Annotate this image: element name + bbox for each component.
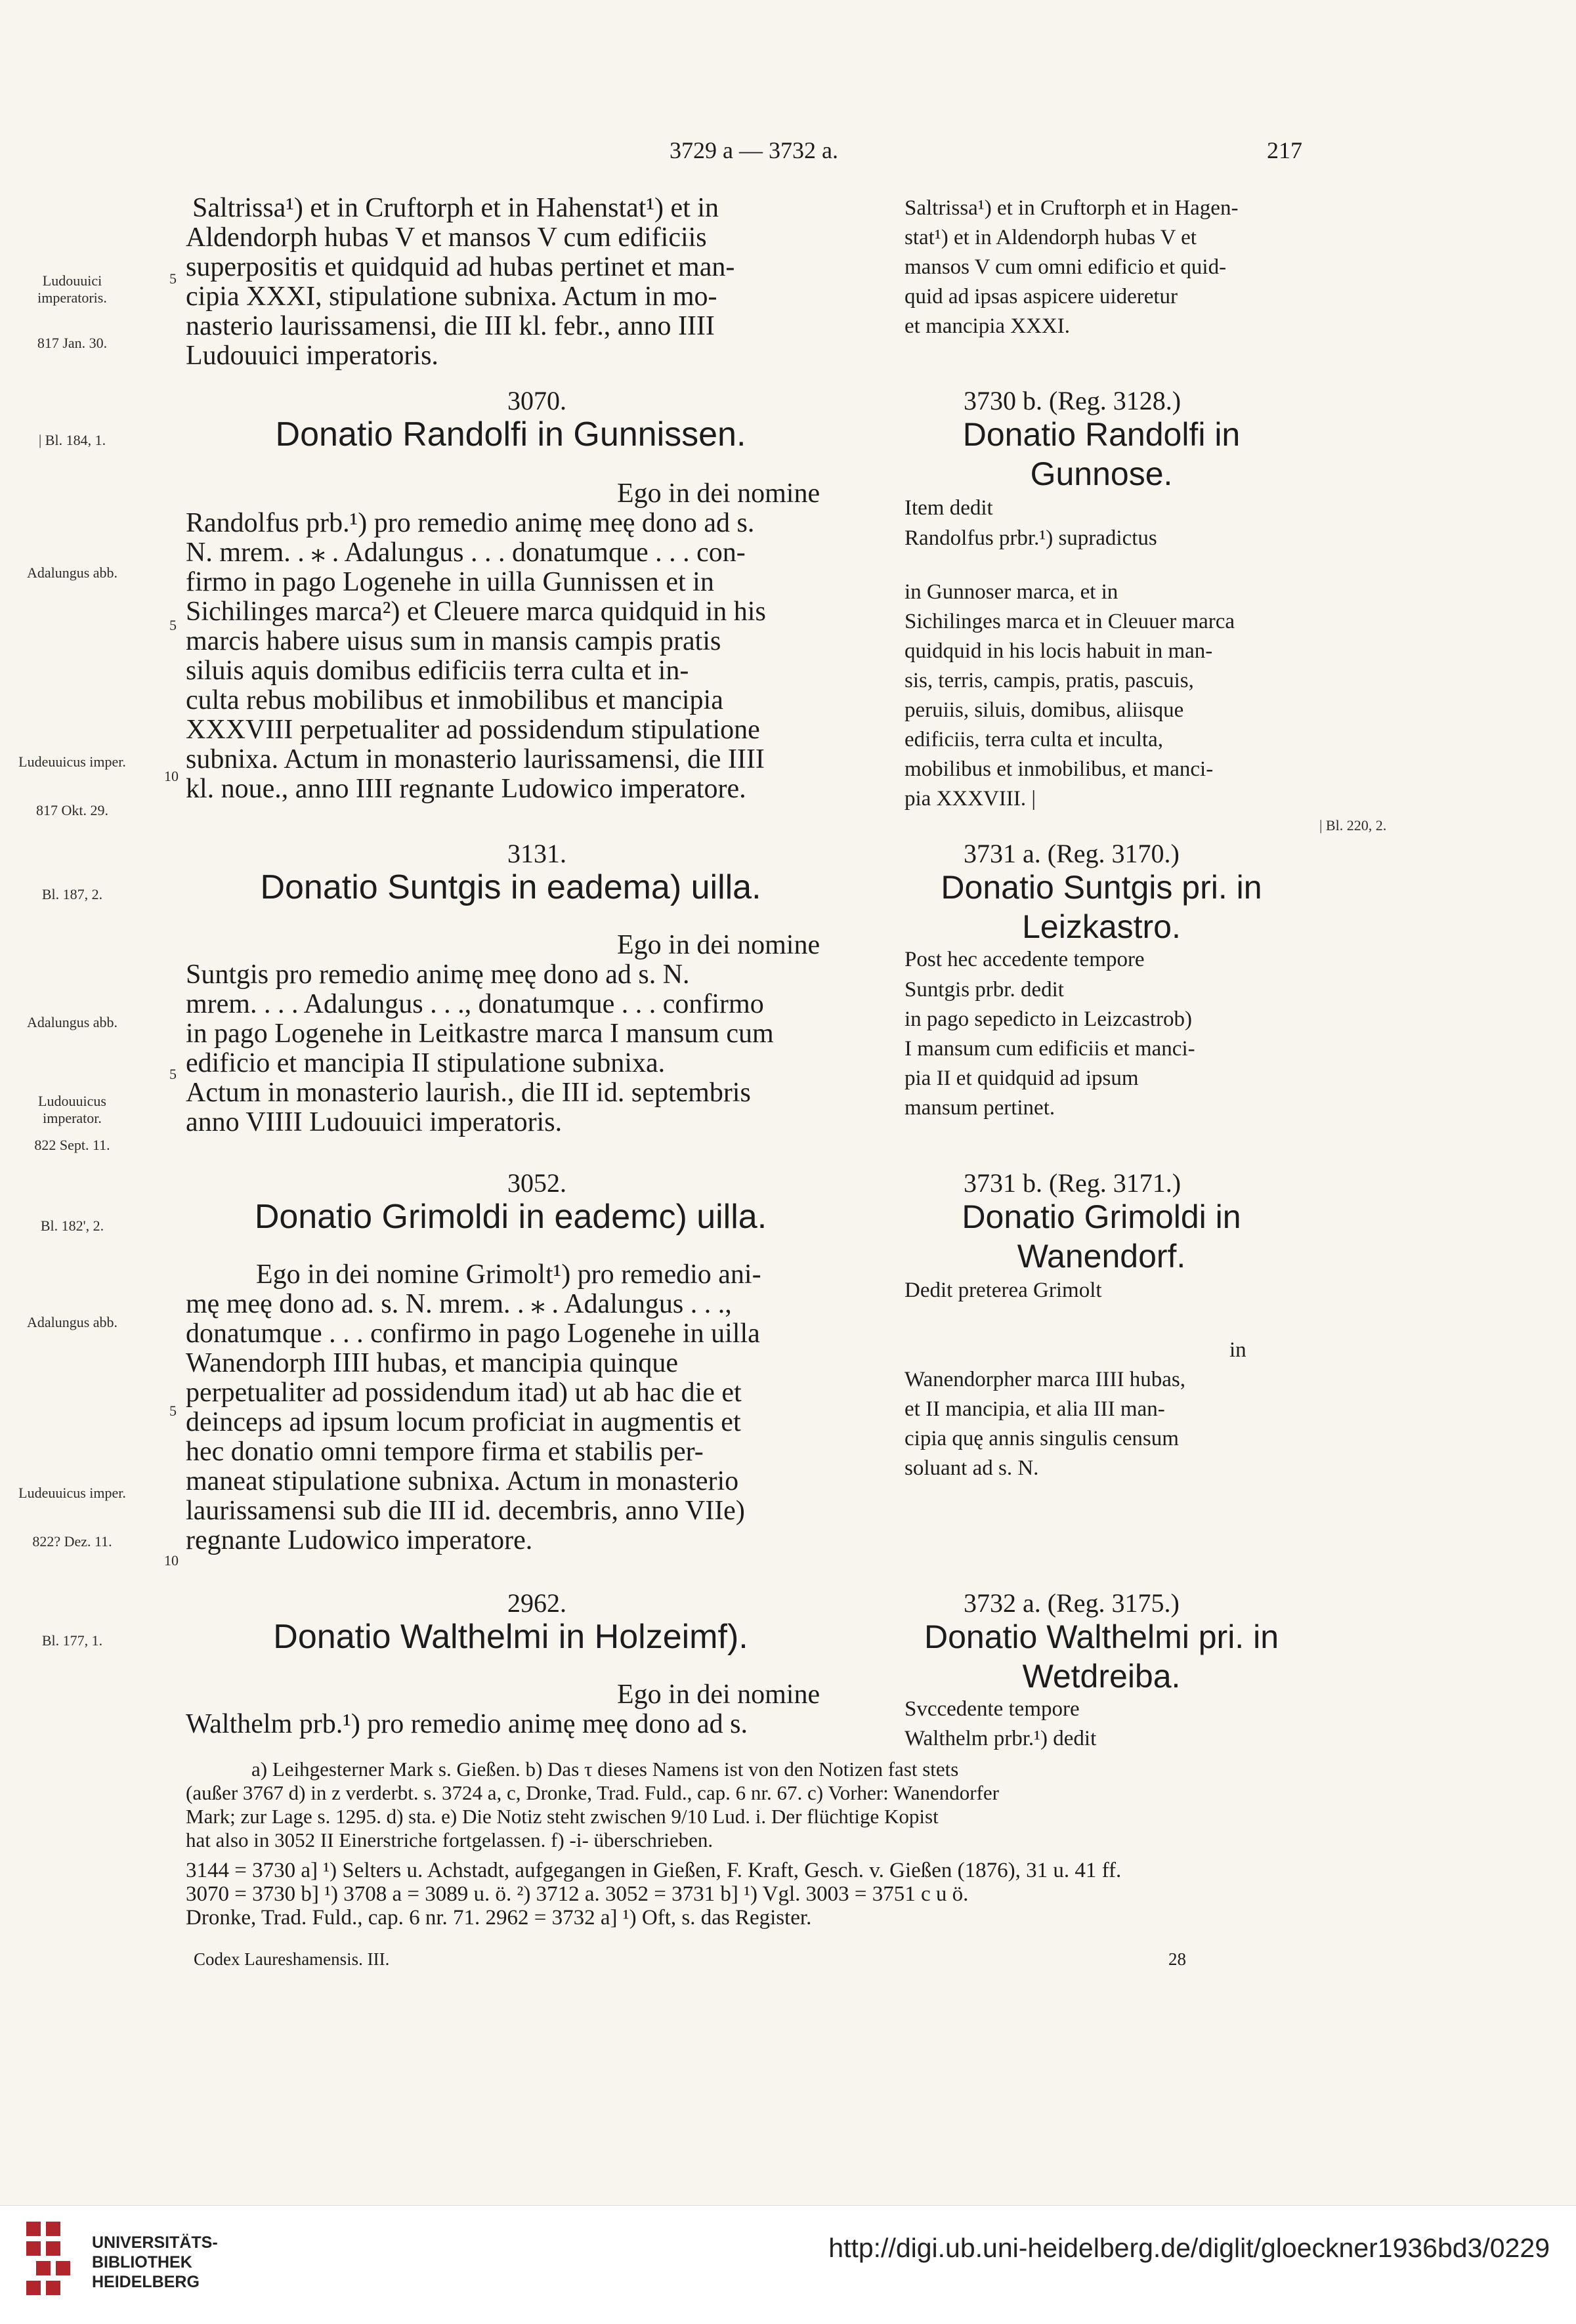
footnote-line: a) Leihgesterner Mark s. Gießen. b) Das τ dieses Namens ist von den Notizen fast stets <box>251 1758 959 1781</box>
charter-opening: Ego in dei nomine Grimolt¹) pro remedio ani- <box>256 1259 761 1290</box>
charter-opening: Ego in dei nomine <box>617 930 820 960</box>
note-line: 3144 = 3730 a] ¹) Selters u. Achstadt, aufgegangen in Gießen, F. Kraft, Gesch. v. Gießen (1876), 31 u. 41 ff. <box>186 1859 1122 1882</box>
charter-title: Donatio Walthelmi pri. in Wetdreiba. <box>924 1618 1279 1695</box>
margin-note: Adalungus abb. <box>26 564 118 581</box>
text-line: subnixa. Actum in monasterio laurissamensi, die IIII <box>186 744 765 774</box>
text-line: Wanendorpher marca IIII hubas, <box>905 1368 1185 1391</box>
charter-opening: Ego in dei nomine <box>617 478 820 509</box>
text-line: hec donatio omni tempore firma et stabilis per- <box>186 1437 704 1467</box>
text-line: stat¹) et in Aldendorph hubas V et <box>905 226 1197 249</box>
text-line: firmo in pago Logenehe in uilla Gunnissen et in <box>186 567 714 597</box>
margin-note: 822? Dez. 11. <box>32 1533 112 1550</box>
text-line: laurissamensi sub die III id. decembris, anno VIIe) <box>186 1496 745 1526</box>
text-line: quid ad ipsas aspicere uideretur <box>905 285 1178 308</box>
text-line: mansum pertinet. <box>905 1096 1055 1120</box>
text-line: Item dedit <box>905 496 993 520</box>
text-line: in <box>1229 1338 1246 1362</box>
text-line: Saltrissa¹) et in Cruftorph et in Hahenstat¹) et in <box>192 193 719 223</box>
text-line: mansos V cum omni edificio et quid- <box>905 255 1227 279</box>
text-line: superpositis et quidquid ad hubas pertinet et man- <box>186 252 735 282</box>
text-line: Actum in monasterio laurish., die III id. septembris <box>186 1078 751 1108</box>
text-line: Ludouuici imperatoris. <box>186 341 438 371</box>
text-line: perpetualiter ad possidendum itad) ut ab hac die et <box>186 1378 742 1408</box>
charter-title: Donatio Randolfi in Gunnose. <box>962 416 1241 492</box>
library-footer <box>0 2205 1576 2324</box>
margin-note: Bl. 177, 1. <box>41 1632 103 1649</box>
text-line: Post hec accedente tempore <box>905 948 1145 971</box>
line-number: 10 <box>164 1552 179 1569</box>
footnote-line: hat also in 3052 II Einerstriche fortgelassen. f) -i- überschrieben. <box>186 1828 713 1851</box>
line-number: 5 <box>169 617 177 633</box>
text-line: sis, terris, campis, pratis, pascuis, <box>905 669 1194 692</box>
signature-right: 28 <box>1168 1949 1186 1969</box>
charter-number: 3731 a. (Reg. 3170.) <box>964 839 1180 868</box>
margin-note: Bl. 187, 2. <box>41 886 103 902</box>
footnotes <box>186 1758 999 1852</box>
line-number: 10 <box>164 768 179 784</box>
text-line: deinceps ad ipsum locum proficiat in augmentis et <box>186 1407 741 1437</box>
note-line: 3070 = 3730 b] ¹) 3708 a = 3089 u. ö. ²) 3712 a. 3052 = 3731 b] ¹) Vgl. 3003 = 3751 c u ö. <box>186 1882 969 1906</box>
source-url-link[interactable]: http://digi.ub.uni-heidelberg.de/diglit/gloeckner1936bd3/0229 <box>828 2233 1550 2263</box>
text-line: quidquid in his locis habuit in man- <box>905 639 1213 663</box>
text-line: mobilibus et inmobilibus, et manci- <box>905 757 1214 781</box>
charter-number: 3070. <box>507 386 566 415</box>
text-line: et mancipia XXXI. <box>905 314 1070 338</box>
text-line: Walthelm prb.¹) pro remedio animę meę dono ad s. <box>186 1709 748 1739</box>
text-line: nasterio laurissamensi, die III kl. febr., anno IIII <box>186 311 715 341</box>
line-number: 5 <box>169 270 177 287</box>
text-line: Sichilinges marca et in Cleuuer marca <box>905 610 1235 633</box>
text-line: peruiis, siluis, domibus, aliisque <box>905 698 1184 722</box>
text-line: regnante Ludowico imperatore. <box>186 1525 533 1555</box>
charter-title: Donatio Walthelmi in Holzeimf). <box>273 1618 748 1656</box>
text-line: soluant ad s. N. <box>905 1456 1039 1480</box>
text-line: in pago Logenehe in Leitkastre marca I mansum cum <box>186 1019 774 1049</box>
text-line: et II mancipia, et alia III man- <box>905 1397 1165 1421</box>
text-line: kl. noue., anno IIII regnante Ludowico imperatore. <box>186 774 746 804</box>
text-line: culta rebus mobilibus et inmobilibus et mancipia <box>186 685 723 715</box>
text-line: pia XXXVIII. | <box>905 787 1036 811</box>
charter-number: 2962. <box>507 1588 566 1618</box>
running-header: 3729 a — 3732 a. <box>670 137 838 163</box>
text-line: Suntgis pro remedio animę meę dono ad s. N. <box>186 960 690 990</box>
charter-opening: Ego in dei nomine <box>617 1680 820 1710</box>
text-line: edificio et mancipia II stipulatione subnixa. <box>186 1048 666 1078</box>
library-logo-icon <box>26 2222 79 2307</box>
margin-note: Ludeuuicus imper. <box>18 1485 126 1501</box>
text-line: in Gunnoser marca, et in <box>905 580 1118 604</box>
charter-number: 3052. <box>507 1168 566 1198</box>
text-line: Walthelm prbr.¹) dedit <box>905 1727 1097 1750</box>
charter-title: Donatio Suntgis in eadema) uilla. <box>260 868 761 906</box>
charter-number: 3131. <box>507 839 566 868</box>
text-line: Svccedente tempore <box>905 1697 1080 1721</box>
margin-note: Ludouuicus imperator. <box>38 1093 106 1126</box>
text-line: cipia quę annis singulis censum <box>905 1427 1179 1450</box>
text-line: Sichilinges marca²) et Cleuere marca quidquid in his <box>186 597 766 627</box>
footnote-line: (außer 3767 d) in z verderbt. s. 3724 a, c, Dronke, Trad. Fuld., cap. 6 nr. 67. c) Vorher: Wanendorfer <box>186 1781 999 1804</box>
note-line: Dronke, Trad. Fuld., cap. 6 nr. 71. 2962 = 3732 a] ¹) Oft, s. das Register. <box>186 1906 812 1930</box>
text-line: Saltrissa¹) et in Cruftorph et in Hagen- <box>905 196 1239 220</box>
margin-note: | Bl. 184, 1. <box>38 432 106 448</box>
text-line: mrem. . . . Adalungus . . ., donatumque . . . confirmo <box>186 989 764 1019</box>
text-line: Dedit preterea Grimolt <box>905 1278 1102 1302</box>
library-name: UNIVERSITÄTS- BIBLIOTHEK HEIDELBERG <box>92 2233 218 2291</box>
text-line: donatumque . . . confirmo in pago Logenehe in uilla <box>186 1319 760 1349</box>
text-line: siluis aquis domibus edificiis terra culta et in- <box>186 656 689 686</box>
text-line: Wanendorph IIII hubas, et mancipia quinque <box>186 1348 679 1378</box>
footnote-line: Mark; zur Lage s. 1295. d) sta. e) Die Notiz steht zwischen 9/10 Lud. i. Der flüchtige Kopist <box>186 1805 939 1828</box>
text-line: Aldendorph hubas V et mansos V cum edificiis <box>186 222 707 253</box>
text-line: cipia XXXI, stipulatione subnixa. Actum in mo- <box>186 282 717 312</box>
margin-note: Ludeuuicus imper. <box>18 753 126 770</box>
text-line: pia II et quidquid ad ipsum <box>905 1067 1139 1090</box>
source-notes <box>186 1859 1121 1930</box>
text-line: Randolfus prbr.¹) supradictus <box>905 526 1157 550</box>
text-line: marcis habere uisus sum in mansis campis pratis <box>186 626 721 656</box>
charter-number: 3731 b. (Reg. 3171.) <box>964 1168 1182 1198</box>
text-line: edificiis, terra culta et inculta, <box>905 728 1163 751</box>
margin-note: Adalungus abb. <box>26 1314 118 1330</box>
margin-note: Ludouuici imperatoris. <box>37 272 107 306</box>
page-number: 217 <box>1267 137 1302 163</box>
margin-note: 817 Jan. 30. <box>37 335 108 351</box>
charter-title: Donatio Randolfi in Gunnissen. <box>275 415 746 454</box>
margin-note: 822 Sept. 11. <box>34 1137 110 1153</box>
margin-note: Bl. 182', 2. <box>40 1217 104 1234</box>
charter-title: Donatio Grimoldi in Wanendorf. <box>962 1198 1241 1275</box>
text-line: mę meę dono ad. s. N. mrem. . ⁎ . Adalungus . . ., <box>186 1289 732 1319</box>
line-number: 5 <box>169 1066 177 1082</box>
text-line: XXXVIII perpetualiter ad possidendum stipulatione <box>186 715 760 745</box>
margin-note: Adalungus abb. <box>26 1014 118 1030</box>
text-line: Suntgis prbr. dedit <box>905 978 1064 1002</box>
charter-number: 3732 a. (Reg. 3175.) <box>964 1588 1180 1618</box>
right-margin-note: | Bl. 220, 2. <box>1319 817 1387 834</box>
signature-left: Codex Laureshamensis. III. <box>194 1949 390 1969</box>
line-number: 5 <box>169 1403 177 1419</box>
charter-title: Donatio Grimoldi in eademc) uilla. <box>254 1198 767 1236</box>
text-line: in pago sepedicto in Leizcastrob) <box>905 1007 1193 1031</box>
margin-note: 817 Okt. 29. <box>36 802 108 818</box>
charter-title: Donatio Suntgis pri. in Leizkastro. <box>941 869 1262 945</box>
text-line: N. mrem. . ⁎ . Adalungus . . . donatumque . . . con- <box>186 538 746 568</box>
text-line: Randolfus prb.¹) pro remedio animę meę dono ad s. <box>186 508 755 538</box>
text-line: I mansum cum edificiis et manci- <box>905 1037 1195 1061</box>
text-line: anno VIIII Ludouuici imperatoris. <box>186 1107 563 1137</box>
charter-number: 3730 b. (Reg. 3128.) <box>964 386 1182 415</box>
text-line: maneat stipulatione subnixa. Actum in monasterio <box>186 1466 739 1496</box>
